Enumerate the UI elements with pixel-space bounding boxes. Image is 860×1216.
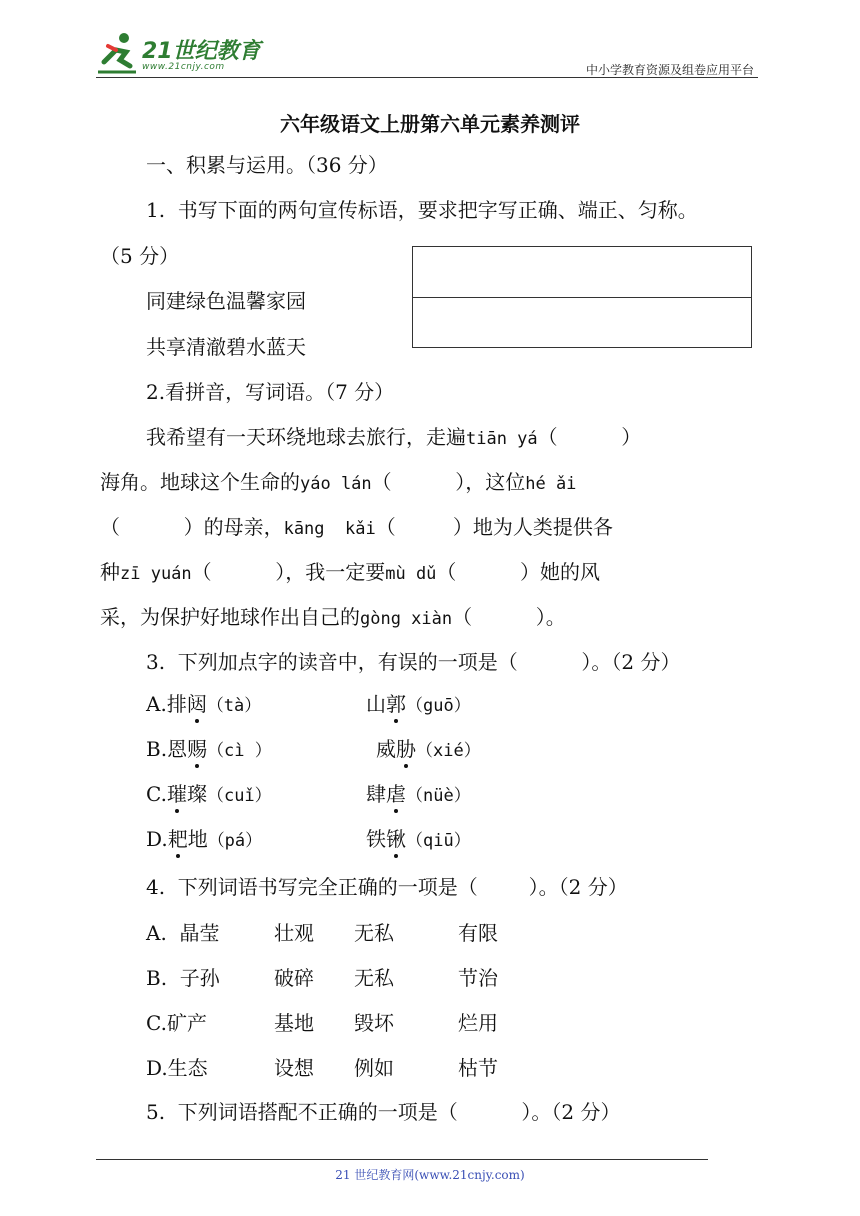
q3-option-c-2: [366, 781, 471, 809]
word-char: 璨: [186, 782, 207, 806]
q4-option-a-2: 壮观: [274, 921, 314, 945]
question-1-score: （5 分）: [100, 244, 180, 268]
logo-url: www.21cnjy.com: [142, 62, 225, 72]
answer-blank[interactable]: （ ），这位: [371, 470, 526, 494]
pinyin: （cì ）: [207, 741, 272, 761]
question-4: 4. 下列词语书写完全正确的一项是（ ）。（2 分）: [146, 875, 628, 899]
option-label: B.: [146, 737, 168, 761]
page-title: 六年级语文上册第六单元素养测评: [280, 112, 580, 136]
q4-option-d-4: 枯节: [458, 1056, 498, 1080]
section-heading: 一、积累与运用。（36 分）: [146, 153, 388, 177]
q4-option-d-1: D.生态: [146, 1056, 208, 1080]
footer-divider: [96, 1159, 708, 1160]
dotted-char: 璀: [166, 782, 187, 806]
word-char: 肆: [366, 782, 386, 806]
q3-option-a: [146, 691, 261, 719]
pinyin: （guō）: [406, 696, 471, 716]
word-char: 恩: [167, 737, 188, 761]
pinyin: kāng kǎi: [283, 519, 376, 539]
answer-blank[interactable]: （ ）: [537, 425, 642, 449]
q4-option-b-1: B. 子孙: [146, 966, 220, 990]
question-2: 2.看拼音，写词语。（7 分）: [146, 380, 395, 404]
question-3: 3. 下列加点字的读音中，有误的一项是（ ）。（2 分）: [146, 650, 681, 674]
word-char: 排: [166, 692, 187, 716]
pinyin: zī yuán: [120, 564, 192, 584]
q2-line-5: [100, 604, 566, 632]
pinyin: （nüè）: [406, 786, 471, 806]
dotted-char: 闼: [186, 692, 207, 716]
slogan-2: 共享清澈碧水蓝天: [146, 335, 306, 359]
header-divider: [96, 77, 758, 78]
logo-text: 21世纪教育: [142, 39, 261, 64]
answer-blank[interactable]: （ ）。: [452, 605, 566, 629]
q3-option-b-2: [376, 736, 481, 764]
q4-option-b-3: 无私: [354, 966, 394, 990]
pinyin: tiān yá: [466, 429, 538, 449]
q3-option-c: [146, 781, 272, 809]
dotted-char: 虐: [386, 782, 406, 806]
answer-blank[interactable]: （ ）的母亲，: [100, 515, 284, 539]
pinyin: （pá）: [207, 831, 263, 851]
question-1: 1. 书写下面的两句宣传标语，要求把字写正确、端正、匀称。: [146, 198, 698, 222]
option-label: C.: [146, 782, 167, 806]
dotted-char: 赐: [187, 737, 208, 761]
q2-text: 种: [100, 560, 120, 584]
dotted-char: 锹: [386, 827, 406, 851]
q2-line-2: [100, 469, 576, 497]
writing-box[interactable]: [412, 246, 752, 348]
q4-option-b-2: 破碎: [274, 966, 314, 990]
question-5: 5. 下列词语搭配不正确的一项是（ ）。（2 分）: [146, 1100, 621, 1124]
option-label: D.: [146, 827, 168, 851]
pinyin: （qiū）: [406, 831, 471, 851]
word-char: 山: [366, 692, 386, 716]
answer-blank[interactable]: （ ）她的风: [436, 560, 600, 584]
q4-option-c-3: 毁坏: [354, 1011, 394, 1035]
option-label: A.: [146, 692, 167, 716]
runner-logo-icon: [96, 32, 140, 76]
pinyin: （cuǐ）: [206, 786, 272, 806]
q3-option-d: [146, 826, 262, 854]
q4-option-c-1: C.矿产: [146, 1011, 207, 1035]
writing-box-divider: [413, 297, 751, 298]
answer-blank[interactable]: （ ），我一定要: [191, 560, 386, 584]
platform-name: 中小学教育资源及组卷应用平台: [585, 63, 754, 77]
q4-option-d-2: 设想: [274, 1056, 314, 1080]
pinyin: mù dǔ: [385, 564, 437, 584]
logo: [96, 32, 266, 78]
q3-option-b: [146, 736, 272, 764]
pinyin: hé ǎi: [525, 474, 577, 494]
pinyin: gòng xiàn: [360, 609, 453, 629]
q3-option-a-2: [366, 691, 471, 719]
q4-option-a-4: 有限: [458, 921, 498, 945]
footer-link[interactable]: 21 世纪教育网(www.21cnjy.com): [335, 1168, 525, 1182]
q3-option-d-2: [366, 826, 471, 854]
q2-line-3: [100, 514, 613, 542]
word-char: 威: [376, 737, 396, 761]
dotted-char: 耙: [167, 827, 188, 851]
pinyin: （xié）: [416, 741, 481, 761]
word-char: 地: [187, 827, 208, 851]
q4-option-b-4: 节治: [458, 966, 498, 990]
q4-option-d-3: 例如: [354, 1056, 394, 1080]
dotted-char: 胁: [396, 737, 416, 761]
pinyin: （tà）: [206, 696, 262, 716]
slogan-1: 同建绿色温馨家园: [146, 289, 306, 313]
q2-text: 采，为保护好地球作出自己的: [100, 605, 360, 629]
q4-option-c-4: 烂用: [458, 1011, 498, 1035]
q2-text: 我希望有一天环绕地球去旅行，走遍: [146, 425, 466, 449]
q2-line-1: [146, 424, 641, 452]
answer-blank[interactable]: （ ）地为人类提供各: [375, 515, 613, 539]
pinyin: yáo lán: [300, 474, 372, 494]
q4-option-a-3: 无私: [354, 921, 394, 945]
word-char: 铁: [366, 827, 386, 851]
dotted-char: 郭: [386, 692, 406, 716]
q2-text: 海角。地球这个生命的: [100, 470, 300, 494]
q4-option-c-2: 基地: [274, 1011, 314, 1035]
q2-line-4: [100, 559, 600, 587]
q4-option-a-1: A. 晶莹: [146, 921, 220, 945]
